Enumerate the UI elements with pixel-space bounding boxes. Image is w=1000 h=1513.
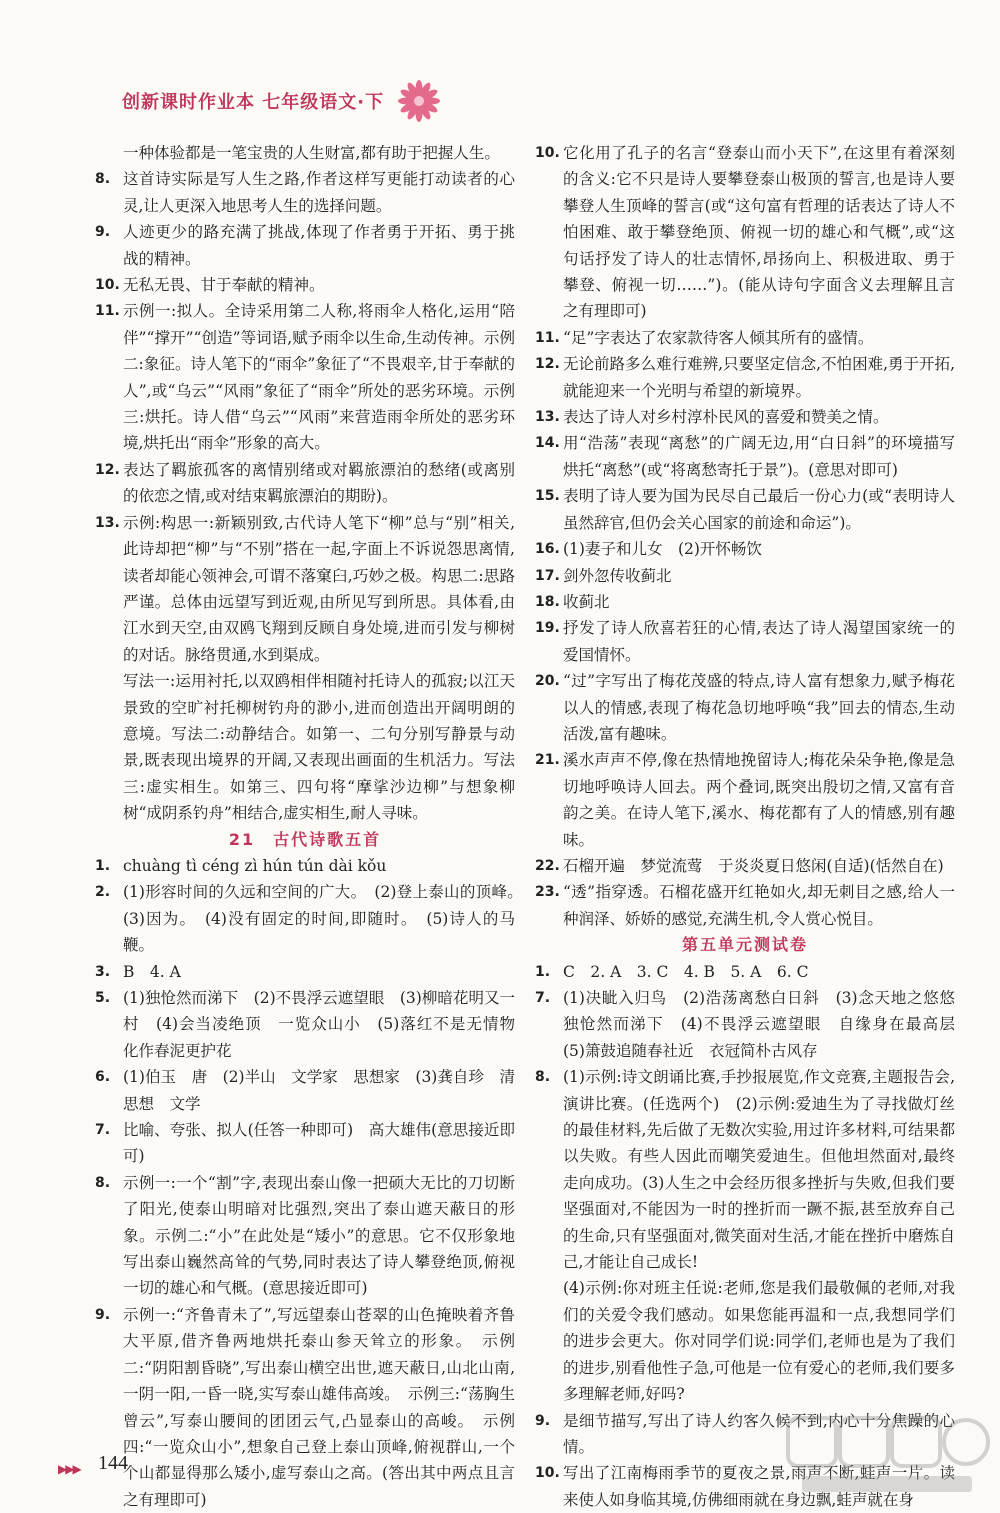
answer-number: 8.	[95, 171, 111, 188]
answer-text: 示例一:一个“割”字,表现出泰山像一把硕大无比的刀切断了阳光,使泰山明暗对比强烈,突出了泰山遮天蔽日的形象。示例二:“小”在此处是“矮小”的意思。它不仅形象地写出泰山巍然高耸的气势,同时表达了诗人攀登绝顶,俯视一切的雄心和气概。(意思接近即可)	[123, 1173, 515, 1298]
answer-number: 7.	[95, 1122, 111, 1139]
answer-number: 12.	[535, 356, 560, 373]
watermark-logo	[782, 1410, 992, 1500]
answer-number: 9.	[95, 1306, 111, 1323]
answer-text: 示例一:拟人。全诗采用第二人称,将雨伞人格化,运用“陪伴”“撑开”“创造”等词语,赋予雨伞以生命,生动传神。示例二:象征。诗人笔下的“雨伞”象征了“不畏艰辛,甘于奉献的人”,或“乌云”“风雨”象征了“雨伞”所处的恶劣环境。示例三:烘托。诗人借“乌云”“风雨”来营造雨伞所处的恶劣环境,烘托出“雨伞”形象的高大。	[123, 302, 515, 453]
answer-text: 表达了诗人对乡村淳朴民风的喜爱和赞美之情。	[563, 408, 889, 427]
answer-item	[95, 853, 515, 879]
answer-number: 1.	[95, 857, 111, 874]
answer-number: 3.	[95, 963, 111, 980]
left-column	[95, 140, 531, 1513]
answer-item	[535, 536, 955, 562]
answer-number: 10.	[535, 1465, 560, 1482]
book-title: 创新课时作业本 七年级语文·下	[122, 92, 385, 113]
answer-number: 2.	[95, 884, 111, 901]
answer-text: 人迹更少的路充满了挑战,体现了作者勇于开拓、勇于挑战的精神。	[123, 223, 515, 268]
answer-item	[95, 510, 515, 668]
answer-number: 1.	[535, 963, 551, 980]
answer-number: 18.	[535, 593, 560, 610]
answer-text: 石榴开遍 梦觉流莺 于炎炎夏日悠闲(自适)(恬然自在)	[563, 856, 944, 875]
answer-number: 9.	[95, 224, 111, 241]
answer-item	[535, 959, 955, 985]
answer-text: B 4. A	[123, 962, 181, 981]
answer-number: 16.	[535, 541, 560, 558]
answer-number: 20.	[535, 673, 560, 690]
answer-text: 无论前路多么难行难辨,只要坚定信念,不怕困难,勇于开拓,就能迎来一个光明与希望的新境界。	[563, 355, 955, 400]
answer-number: 6.	[95, 1069, 111, 1086]
answer-number: 8.	[535, 1069, 551, 1086]
answer-item	[95, 879, 531, 958]
answer-item	[95, 1064, 531, 1117]
answer-text: 比喻、夸张、拟人(任答一种即可) 高大雄伟(意思接近即可)	[123, 1121, 515, 1166]
answer-text: 抒发了诗人欣喜若狂的心情,表达了诗人渴望国家统一的爱国情怀。	[563, 619, 955, 664]
right-column	[535, 140, 971, 1513]
answer-text: 收蓟北	[563, 592, 610, 611]
flower-icon	[394, 78, 444, 124]
answer-item	[535, 615, 955, 668]
answer-number: 5.	[95, 990, 111, 1006]
answer-number: 23.	[535, 884, 560, 901]
answer-item	[95, 1117, 515, 1170]
answer-item	[535, 430, 955, 483]
answer-item	[95, 959, 515, 985]
answer-item	[535, 140, 955, 325]
answer-text: 表明了诗人要为国为民尽自己最后一份心力(或“表明诗人虽然辞官,但仍会关心国家的前途和命运”)。	[563, 487, 955, 532]
answer-number: 11.	[95, 303, 120, 320]
arrow-decoration-icon: ▶▶▶	[58, 1462, 80, 1476]
answer-item	[535, 563, 955, 589]
answer-number: 14.	[535, 435, 560, 452]
answer-text: 它化用了孔子的名言“登泰山而小天下”,在这里有着深刻的含义:它不只是诗人要攀登泰山极顶的誓言,也是诗人要攀登人生顶峰的誓言(或“这句富有哲理的话表达了诗人不怕困难、敢于攀登绝顶、俯视一切的雄心和气概”,或“这句话抒发了诗人的壮志情怀,昂扬向上、积极进取、勇于攀登、俯视一切……”)。(能从诗句字面含义去理解且言之有理即可)	[563, 144, 955, 321]
answer-item	[535, 325, 955, 351]
answer-text: “过”字写出了梅花茂盛的特点,诗人富有想象力,赋予梅花以人的情感,表现了梅花急切地呼唤“我”回去的情态,生动活泼,富有趣味。	[563, 672, 955, 743]
answer-text: 示例一:“齐鲁青未了”,写远望泰山苍翠的山色掩映着齐鲁大平原,借齐鲁两地烘托泰山参天耸立的形象。 示例二:“阴阳割昏晓”,写出泰山横空出世,遮天蔽日,山北山南,一阴一阳,一昏一晓,实写泰山雄伟高竣。 示例三:“荡胸生曾云”,写泰山腰间的团团云气,凸显泰山的高峻。 示例四:“一览众山小”,想象自己登上泰山顶峰,俯视群山,一个个山都显得那么矮小,虚写泰山之高。(答出其中两点且言之有理即可)	[123, 1305, 515, 1509]
answer-continuation: (4)示例:你对班主任说:老师,您是我们最敬佩的老师,对我们的关爱令我们感动。如果您能再温和一点,我想同学们的进步会更大。你对同学们说:同学们,老师也是为了我们的进步,别看他性子急,可他是一位有爱心的老师,我们要多多理解老师,好吗?	[563, 1279, 955, 1404]
answer-item	[535, 668, 955, 747]
answer-text: 表达了羁旅孤客的离情别绪或对羁旅漂泊的愁绪(或离别的依恋之情,或对结束羁旅漂泊的期盼)。	[123, 460, 515, 506]
section-title: 第五单元测试卷	[681, 935, 808, 955]
answer-text: 剑外忽传收蓟北	[563, 566, 672, 585]
answer-text: (1)决眦入归鸟 (2)浩荡离愁白日斜 (3)念天地之悠悠 独怆然而涕下 (4)不畏浮云遮望眼 自缘身在最高层 (5)箫鼓追随春社近 衣冠简朴古风存	[563, 989, 971, 1060]
answer-continuation: 一种体验都是一笔宝贵的人生财富,都有助于把握人生。	[123, 144, 500, 162]
answer-text: 用“浩荡”表现“离愁”的广阔无边,用“白日斜”的环境描写烘托“离愁”(或“将离愁寄托于景”)。(意思对即可)	[563, 434, 955, 479]
answer-text: (1)独怆然而涕下 (2)不畏浮云遮望眼 (3)柳暗花明又一村 (4)会当凌绝顶 一览众山小 (5)落红不是无情物 化作春泥更护花	[123, 989, 531, 1060]
answer-item	[95, 457, 515, 510]
answer-text: 溪水声声不停,像在热情地挽留诗人;梅花朵朵争艳,像是急切地呼唤诗人回去。两个叠词,既突出殷切之情,又富有音韵之美。在诗人笔下,溪水、梅花都有了人的情感,别有趣味。	[563, 751, 955, 849]
answer-text: (1)伯玉 唐 (2)半山 文学家 思想家 (3)龚自珍 清 思想 文学	[123, 1068, 531, 1113]
answer-number: 7.	[535, 990, 551, 1006]
answer-number: 10.	[535, 145, 560, 161]
answer-number: 9.	[535, 1412, 551, 1429]
answer-continuation: 写法一:运用衬托,以双鸥相伴相随衬托诗人的孤寂;以江天景致的空旷衬托柳树钓舟的渺小,进而创造出开阔明朗的意境。写法二:动静结合。如第一、二句分别写静景与动景,既表现出境界的开阔,又表现出画面的生机活力。写法三:虚实相生。如第三、四句将“摩挲沙边柳”与想象柳树“成阴系钓舟”相结合,虚实相生,耐人寻味。	[123, 672, 515, 823]
answer-item	[535, 483, 955, 536]
section-title: 21 古代诗歌五首	[228, 829, 382, 849]
answer-item	[535, 853, 955, 879]
answer-item	[535, 351, 955, 404]
answer-number: 21.	[535, 752, 560, 769]
answer-number: 8.	[95, 1174, 111, 1191]
answer-text: “透”指穿透。石榴花盛开红艳如火,却无刺目之感,给人一种润泽、娇娇的感觉,充满生机,令人赏心悦目。	[563, 883, 955, 928]
page-number: 144	[98, 1452, 128, 1474]
answer-text: 是细节描写,写出了诗人约客久候不到,内心十分焦躁的心情。	[563, 1411, 955, 1456]
answer-number: 12.	[95, 461, 120, 478]
answer-number: 13.	[535, 409, 560, 426]
answer-number: 17.	[535, 567, 560, 584]
answer-number: 15.	[535, 488, 560, 505]
page-header	[122, 82, 582, 122]
answer-number: 22.	[535, 857, 560, 874]
answer-item	[95, 298, 515, 456]
answer-number: 19.	[535, 620, 560, 637]
answer-item	[95, 1170, 515, 1302]
answer-item	[535, 985, 971, 1064]
answer-text: 写出了江南梅雨季节的夏夜之景,雨声不断,蛙声一片。读来使人如身临其境,仿佛细雨就在身边飘,蛙声就在身	[563, 1464, 955, 1509]
answer-text: “足”字表达了农家款待客人倾其所有的盛情。	[563, 328, 874, 347]
answer-number: 11.	[535, 329, 560, 346]
answer-item	[95, 985, 531, 1064]
answer-item	[95, 219, 515, 272]
answer-number: 10.	[95, 277, 120, 294]
answer-item	[535, 404, 955, 430]
answer-text: 示例:构思一:新颖别致,古代诗人笔下“柳”总与“别”相关,此诗却把“柳”与“不别”搭在一起,字面上不诉说怨思离情,读者却能心领神会,可谓不落窠臼,巧妙之极。构思二:思路严谨。总体由远望写到近观,由所见写到所思。具体看,由江水到天空,由双鸥飞翔到反顾自身处境,进而引发与柳树的对话。脉络贯通,水到渠成。	[123, 513, 515, 664]
answer-item	[535, 1064, 955, 1275]
answer-item	[535, 589, 955, 615]
answer-item	[95, 166, 515, 219]
answer-text: 无私无畏、甘于奉献的精神。	[123, 276, 325, 295]
answer-text: (1)示例:诗文朗诵比赛,手抄报展览,作文竞赛,主题报告会,演讲比赛。(任选两个) (2)示例:爱迪生为了寻找做灯丝的最佳材料,先后做了无数次实验,用过许多材料,可结果都以失败。有些人因此而嘲笑爱迪生。但他坦然面对,最终走向成功。(3)人生之中会经历很多挫折与失败,但我们要坚强面对,不能因为一时的挫折而一蹶不振,甚至放弃自己的生命,只有坚强面对,微笑面对生活,才能在挫折中磨炼自己,才能让自己成长!	[563, 1068, 955, 1272]
answer-text: chuàng tì céng zì hún tún dài kǒu	[123, 856, 387, 875]
answer-text: (1)形容时间的久远和空间的广大。 (2)登上泰山的顶峰。 (3)因为。 (4)没有固定的时间,即随时。 (5)诗人的马鞭。	[123, 883, 531, 955]
answer-number: 13.	[95, 514, 120, 531]
answer-text: 这首诗实际是写人生之路,作者这样写更能打动读者的心灵,让人更深入地思考人生的选择问题。	[123, 170, 515, 215]
answer-item	[95, 272, 515, 298]
answer-item	[535, 879, 955, 932]
answer-item	[535, 747, 955, 853]
answer-text: C 2. A 3. C 4. B 5. A 6. C	[563, 962, 809, 981]
page-footer	[58, 1452, 258, 1482]
answer-text: (1)妻子和儿女 (2)开怀畅饮	[563, 540, 762, 559]
